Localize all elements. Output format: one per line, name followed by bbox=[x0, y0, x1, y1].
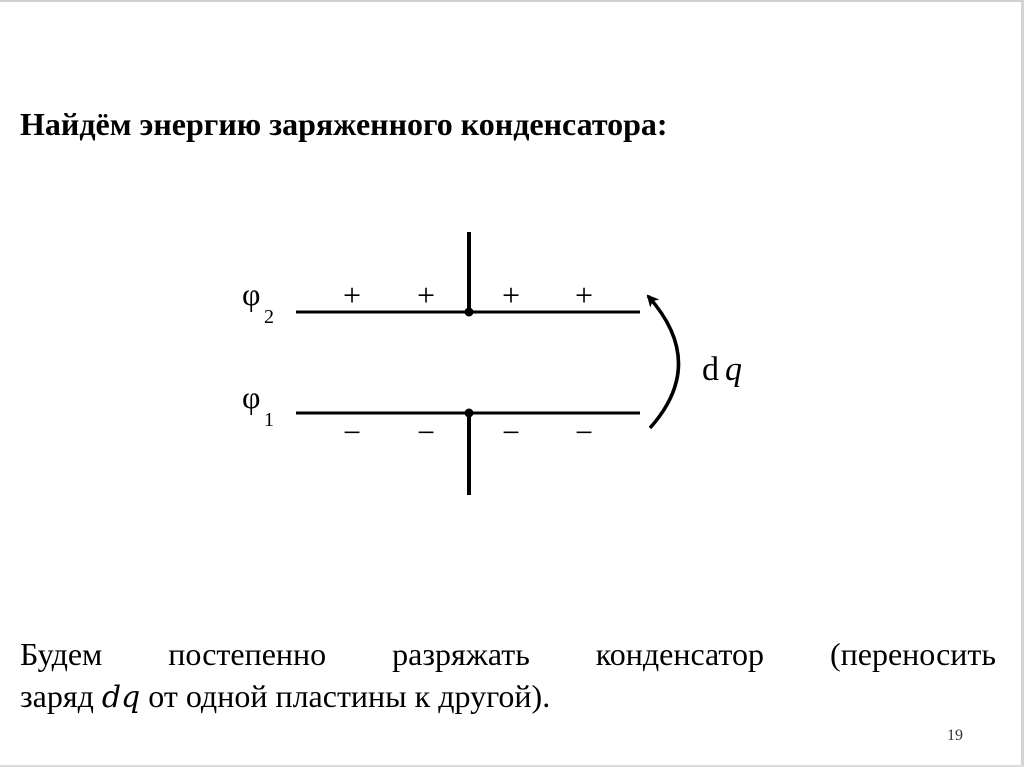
capacitor-diagram-svg bbox=[220, 225, 780, 510]
charge-transfer-arrow bbox=[648, 296, 679, 428]
negative-charge-1: − bbox=[342, 414, 362, 450]
upper-junction-dot bbox=[465, 308, 474, 317]
positive-charge-3: + bbox=[501, 277, 521, 313]
lower-junction-dot bbox=[465, 409, 474, 418]
negative-charge-3: − bbox=[501, 414, 521, 450]
lower-plate-potential-subscript: 1 bbox=[264, 409, 274, 431]
positive-charge-2: + bbox=[416, 277, 436, 313]
capacitor-diagram bbox=[220, 225, 780, 510]
body-text-after-math: от одной пластины к другой). bbox=[140, 678, 551, 714]
negative-charge-4: − bbox=[574, 414, 594, 450]
slide-top-edge bbox=[0, 0, 1024, 2]
upper-plate-potential-subscript: 2 bbox=[264, 306, 274, 328]
page-number: 19 bbox=[947, 727, 963, 744]
body-paragraph-line-2 bbox=[20, 675, 996, 719]
body-paragraph-line-1: Будем постепенно разряжать конденсатор (переносить bbox=[20, 636, 996, 672]
body-paragraph bbox=[20, 633, 996, 719]
charge-transfer-label-d: d bbox=[702, 351, 719, 388]
charge-transfer-label-q: q bbox=[725, 351, 742, 388]
lower-plate-potential-label: φ bbox=[242, 379, 261, 415]
upper-plate-potential-label: φ bbox=[242, 276, 261, 312]
negative-charge-2: − bbox=[416, 414, 436, 450]
positive-charge-1: + bbox=[342, 277, 362, 313]
slide-title: Найдём энергию заряженного конденсатора: bbox=[20, 106, 668, 142]
positive-charge-4: + bbox=[574, 277, 594, 313]
body-text-before-math: заряд bbox=[20, 678, 102, 714]
charge-element-formula: dq bbox=[101, 680, 141, 715]
